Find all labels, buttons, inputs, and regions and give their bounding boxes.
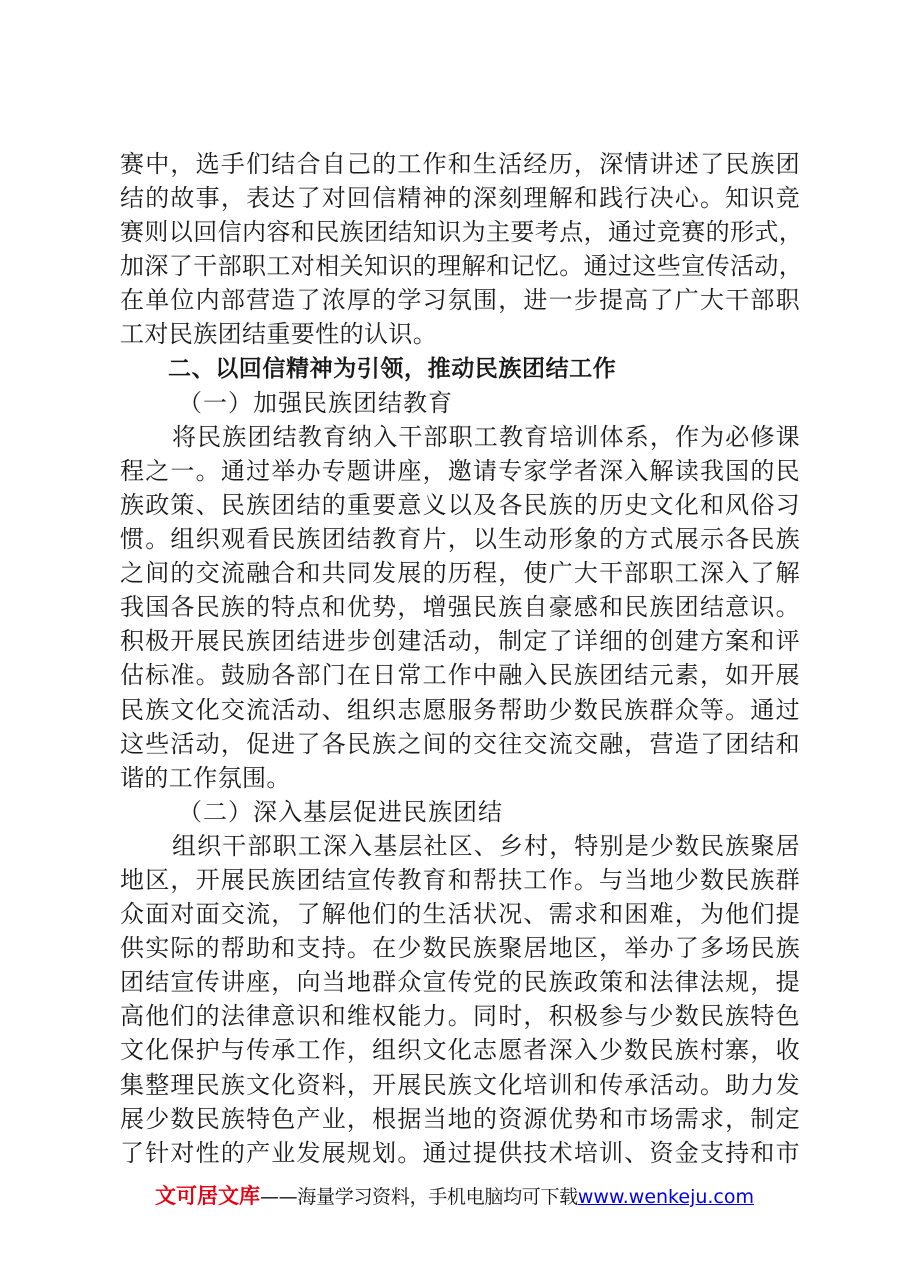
body-text-line: 高他们的法律意识和维权能力。同时，积极参与少数民族特色 <box>120 1002 800 1031</box>
body-text-line: 估标准。鼓励各部门在日常工作中融入民族团结元素，如开展 <box>120 661 800 690</box>
body-text-line: 程之一。通过举办专题讲座，邀请专家学者深入解读我国的民 <box>120 456 800 485</box>
paragraph-first-line: 组织干部职工深入基层社区、乡村，特别是少数民族聚居 <box>172 831 800 860</box>
body-text-line: 民族文化交流活动、组织志愿服务帮助少数民族群众等。通过 <box>120 695 800 724</box>
body-text-line: 之间的交流融合和共同发展的历程，使广大干部职工深入了解 <box>120 559 800 588</box>
body-text-line: 这些活动，促进了各民族之间的交往交流交融，营造了团结和 <box>120 729 800 758</box>
document-body <box>120 147 804 1170</box>
body-text-line: 团结宣传讲座，向当地群众宣传党的民族政策和法律法规，提 <box>120 968 800 997</box>
body-text-line: 赛中，选手们结合自己的工作和生活经历，深情讲述了民族团 <box>120 150 800 178</box>
body-text-line: 结的故事，表达了对回信精神的深刻理解和践行决心。知识竞 <box>120 184 800 213</box>
body-text-line: 赛则以回信内容和民族团结知识为主要考点，通过竞赛的形式， <box>120 218 804 247</box>
paragraph-first-line: 将民族团结教育纳入干部职工教育培训体系，作为必修课 <box>172 422 800 451</box>
body-text-line: 众面对面交流，了解他们的生活状况、需求和困难，为他们提 <box>120 900 800 929</box>
body-text-line: 工对民族团结重要性的认识。 <box>120 320 438 349</box>
body-text-line: 集整理民族文化资料，开展民族文化培训和传承活动。助力发 <box>120 1070 800 1099</box>
body-text-line: 供实际的帮助和支持。在少数民族聚居地区，举办了多场民族 <box>120 934 800 963</box>
footer-brand: 文可居文库 <box>154 1184 260 1208</box>
body-text-line: 地区，开展民族团结宣传教育和帮扶工作。与当地少数民族群 <box>120 865 800 894</box>
subsection-heading: （一）加强民族团结教育 <box>178 388 453 417</box>
body-text-line: 我国各民族的特点和优势，增强民族自豪感和民族团结意识。 <box>120 593 800 622</box>
body-text-line: 惯。组织观看民族团结教育片，以生动形象的方式展示各民族 <box>120 525 800 554</box>
body-text-line: 了针对性的产业发展规划。通过提供技术培训、资金支持和市 <box>120 1138 800 1167</box>
body-text-line: 积极开展民族团结进步创建活动，制定了详细的创建方案和评 <box>120 627 800 656</box>
body-text-line: 文化保护与传承工作，组织文化志愿者深入少数民族村寨，收 <box>120 1036 800 1065</box>
body-text-line: 谐的工作氛围。 <box>120 763 291 792</box>
body-text-line: 加深了干部职工对相关知识的理解和记忆。通过这些宣传活动， <box>120 252 804 281</box>
body-text-line: 在单位内部营造了浓厚的学习氛围，进一步提高了广大干部职 <box>120 286 800 315</box>
body-text-line: 展少数民族特色产业，根据当地的资源优势和市场需求，制定 <box>120 1104 800 1133</box>
footer-slogan: ——海量学习资料，手机电脑均可下载 <box>259 1186 578 1208</box>
section-heading: 二、以回信精神为引领，推动民族团结工作 <box>168 355 617 382</box>
footer-link[interactable]: www.wenkeju.com <box>577 1186 755 1208</box>
footer-banner <box>0 1180 909 1210</box>
subsection-heading: （二）深入基层促进民族团结 <box>178 797 503 826</box>
body-text-line: 族政策、民族团结的重要意义以及各民族的历史文化和风俗习 <box>120 490 800 519</box>
